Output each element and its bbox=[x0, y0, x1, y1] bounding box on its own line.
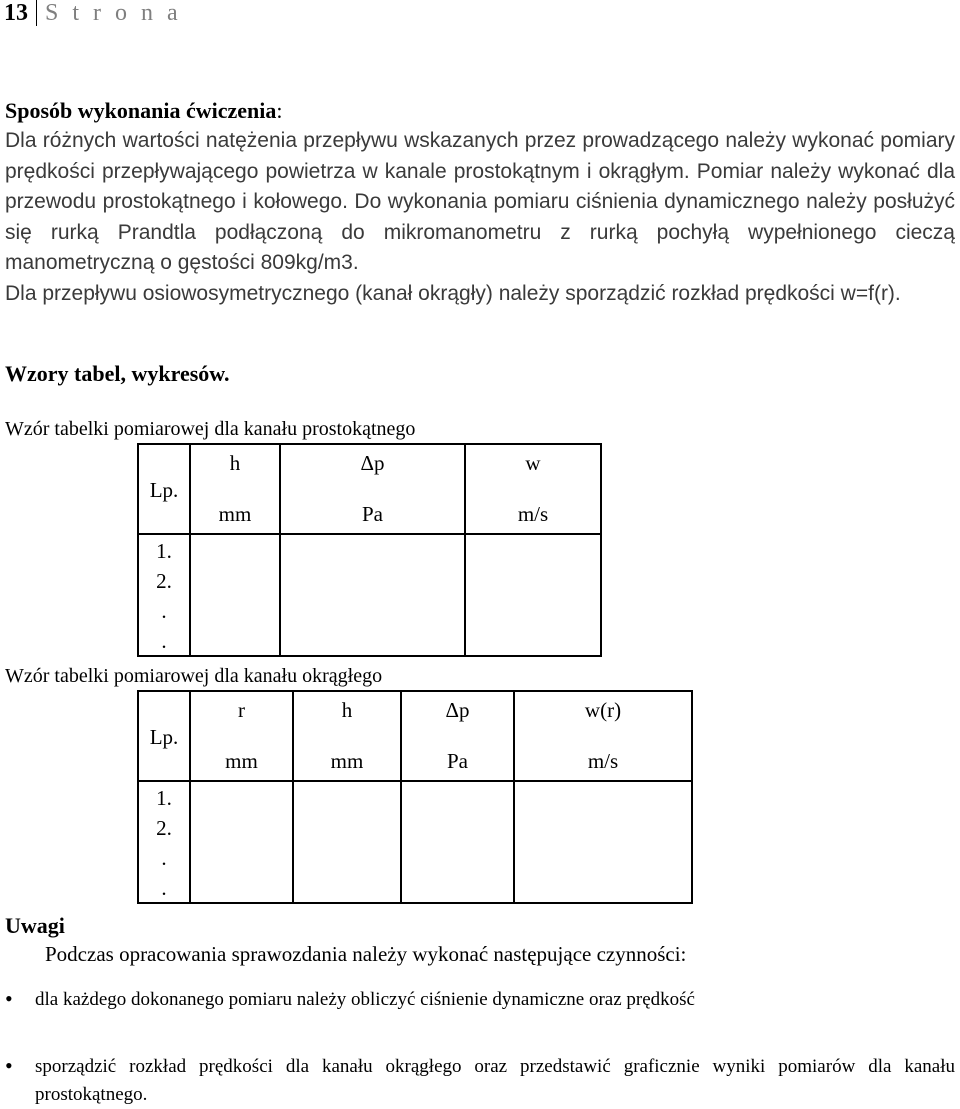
table-header-row bbox=[138, 444, 601, 534]
formulas-heading: Wzory tabel, wykresów. bbox=[5, 361, 230, 386]
column-header bbox=[190, 691, 293, 781]
column-symbol: h bbox=[229, 451, 241, 475]
table-row bbox=[138, 534, 601, 656]
table-cell bbox=[401, 781, 514, 903]
method-paragraph-1: Dla różnych wartości natężenia przepływu wskazanych przez prowadzącego należy wykonać pomiary prędkości przepływającego powietrza w kanale prostokątnym i okrągłym. Pomiar należy wykonać dla przewodu prostokątnego i kołowego. Do wykonania pomiaru ciśnienia dynamicznego należy posłużyć się rurką Prandtla podłączoną do mikromanometru z rurką pochyłą wypełnionego cieczą manometryczną o gęstości 809kg/m3. bbox=[5, 129, 955, 274]
bullet-text: dla każdego dokonanego pomiaru należy obliczyć ciśnienie dynamiczne oraz prędkość bbox=[35, 989, 695, 1010]
method-section bbox=[5, 96, 955, 309]
page-header bbox=[0, 0, 182, 26]
column-symbol: Δp bbox=[445, 698, 470, 722]
table-cell bbox=[280, 534, 465, 656]
round-measurement-table bbox=[137, 690, 693, 904]
table-row bbox=[138, 781, 692, 903]
page-label: S t r o n a bbox=[45, 0, 182, 26]
column-symbol: w(r) bbox=[584, 698, 622, 722]
table-cell bbox=[190, 534, 280, 656]
column-header bbox=[293, 691, 401, 781]
column-unit: Pa bbox=[447, 749, 468, 773]
table-cell bbox=[514, 781, 692, 903]
column-unit: m/s bbox=[587, 749, 619, 773]
lp-header: Lp. bbox=[149, 478, 179, 502]
table-cell bbox=[293, 781, 401, 903]
rect-measurement-table bbox=[137, 443, 602, 657]
round-table-caption: Wzór tabelki pomiarowej dla kanału okrągłego bbox=[5, 665, 383, 687]
section-title-text: Sposób wykonania ćwiczenia bbox=[5, 98, 277, 123]
notes-intro: Podczas opracowania sprawozdania należy wykonać następujące czynności: bbox=[45, 942, 687, 966]
section-title-colon: : bbox=[276, 98, 283, 123]
column-unit: mm bbox=[225, 749, 258, 773]
column-symbol: h bbox=[341, 698, 353, 722]
rect-table-caption: Wzór tabelki pomiarowej dla kanału prostokątnego bbox=[5, 418, 416, 440]
bullet-icon: • bbox=[5, 1053, 13, 1078]
bullet-icon: • bbox=[5, 986, 13, 1011]
column-header bbox=[465, 444, 601, 534]
row-index: 2. bbox=[156, 569, 172, 593]
table-cell bbox=[465, 534, 601, 656]
table-cell bbox=[190, 781, 293, 903]
lp-rows-cell bbox=[138, 534, 190, 656]
column-unit: mm bbox=[218, 502, 252, 526]
method-paragraph-2: Dla przepływu osiowosymetrycznego (kanał okrągły) należy sporządzić rozkład prędkości w=f(r). bbox=[5, 281, 901, 305]
table-header-row bbox=[138, 691, 692, 781]
row-index: . bbox=[161, 876, 167, 900]
column-symbol: r bbox=[238, 698, 245, 722]
lp-rows-cell bbox=[138, 781, 190, 903]
column-symbol: Δp bbox=[360, 451, 385, 475]
column-header bbox=[190, 444, 280, 534]
row-index: 1. bbox=[156, 539, 172, 563]
lp-header-cell bbox=[138, 691, 190, 781]
row-index: 2. bbox=[156, 816, 172, 840]
row-index: . bbox=[161, 599, 167, 623]
row-index: 1. bbox=[156, 786, 172, 810]
row-index: . bbox=[161, 846, 167, 870]
bullet-text: sporządzić rozkład prędkości dla kanału okrągłego oraz przedstawić graficznie wyniki pomiarów dla kanału prostokątnego. bbox=[35, 1056, 955, 1105]
section-title bbox=[5, 96, 955, 126]
column-header bbox=[280, 444, 465, 534]
column-unit: m/s bbox=[517, 502, 549, 526]
notes-title: Uwagi bbox=[5, 913, 65, 938]
page-number: 13 bbox=[0, 0, 37, 26]
row-index: . bbox=[161, 629, 167, 653]
column-header bbox=[401, 691, 514, 781]
column-unit: mm bbox=[330, 749, 364, 773]
lp-header-cell bbox=[138, 444, 190, 534]
column-unit: Pa bbox=[362, 502, 383, 526]
column-header bbox=[514, 691, 692, 781]
lp-header: Lp. bbox=[149, 725, 179, 749]
column-symbol: w bbox=[525, 451, 541, 475]
